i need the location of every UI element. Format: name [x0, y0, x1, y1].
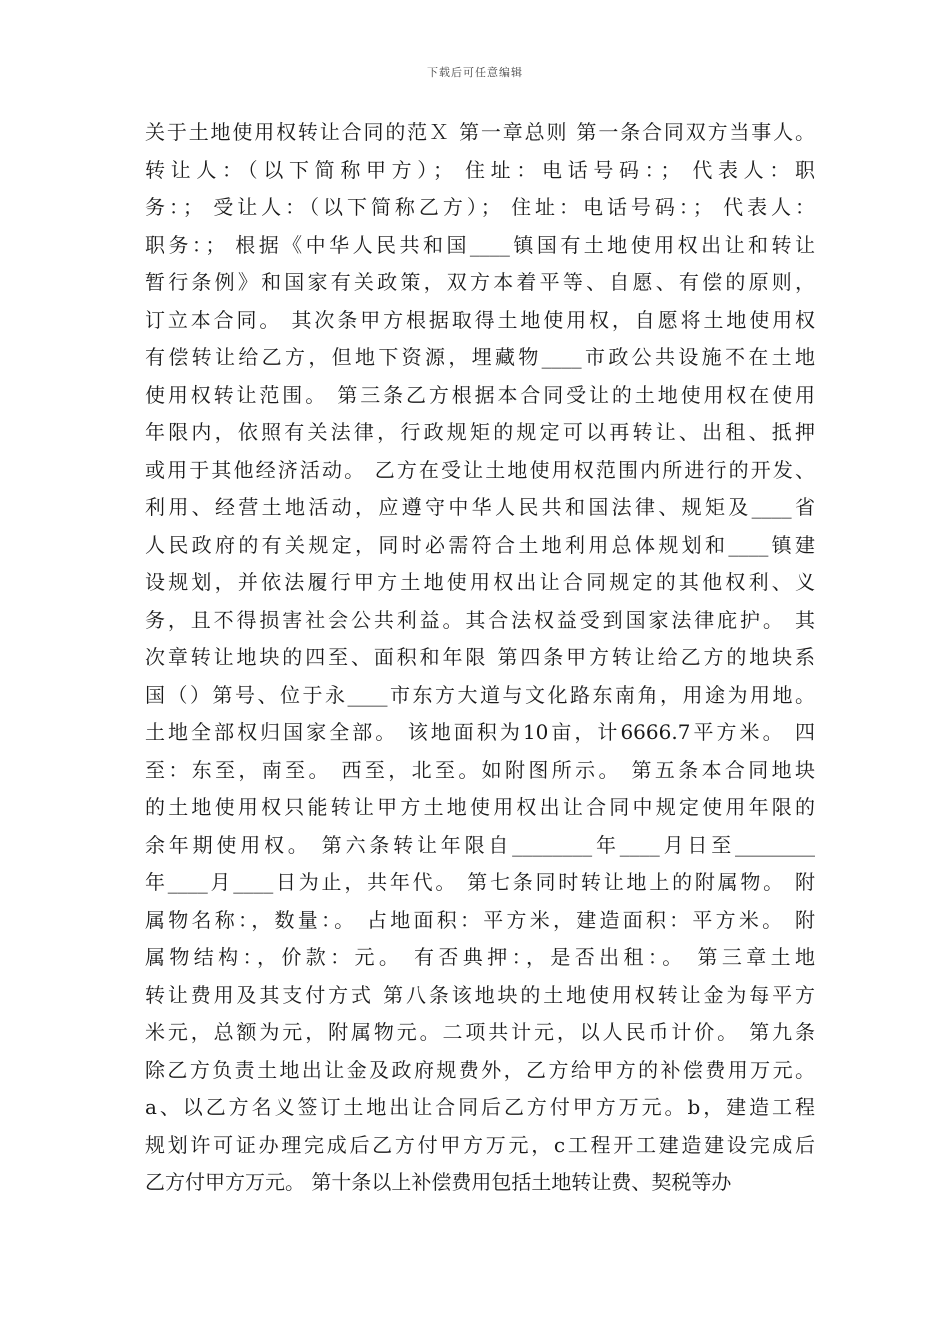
text-line: 属物名称：，数量：。 占地面积：平方米，建造面积：平方米。 附 [145, 907, 815, 932]
page-header: 下载后可任意编辑 [427, 66, 523, 79]
text-line: 有偿转让给乙方，但地下资源，埋藏物____市政公共设施不在土地 [145, 345, 815, 369]
text-line: a、以乙方名义签订土地出让合同后乙方付甲方万元。b，建造工程 [145, 1095, 815, 1119]
text-line: 规划许可证办理完成后乙方付甲方万元，c工程开工建造建设完成后 [145, 1132, 815, 1157]
text-line: 设规划，并依法履行甲方土地使用权出让合同规定的其他权利、义 [145, 570, 815, 594]
text-line: 余年期使用权。 第六条转让年限自________年____月日至________ [145, 832, 815, 857]
text-line: 的土地使用权只能转让甲方土地使用权出让合同中规定使用年限的 [145, 795, 815, 819]
text-line: 转让人：（以下简称甲方）； 住址：电话号码：； 代表人：职 [145, 157, 815, 182]
text-line: 年____月____日为止，共年代。 第七条同时转让地上的附属物。 附 [145, 870, 815, 894]
contract-body [145, 114, 815, 1202]
text-line: 利用、经营土地活动，应遵守中华人民共和国法律、规矩及____省 [145, 495, 815, 519]
text-line: 土地全部权归国家全部。 该地面积为10亩，计6666.7平方米。 四 [145, 720, 815, 744]
text-line: 暂行条例》和国家有关政策，双方本着平等、自愿、有偿的原则， [145, 270, 815, 294]
text-line: 国（）第号、位于永____市东方大道与文化路东南角，用途为用地。 [145, 682, 815, 707]
text-line: 或用于其他经济活动。 乙方在受让土地使用权范围内所进行的开发、 [145, 457, 815, 482]
text-line: 米元，总额为元，附属物元。二项共计元，以人民币计价。 第九条 [145, 1020, 815, 1044]
text-line: 职务：； 根据《中华人民共和国____镇国有土地使用权出让和转让 [145, 232, 815, 257]
text-line: 关于土地使用权转让合同的范Ｘ 第一章总则 第一条合同双方当事人。 [145, 120, 815, 144]
text-line: 订立本合同。 其次条甲方根据取得土地使用权，自愿将土地使用权 [145, 307, 815, 332]
text-line: 乙方付甲方万元。 第十条以上补偿费用包括土地转让费、契税等办 [145, 1170, 732, 1194]
text-line: 至：东至，南至。 西至，北至。如附图所示。 第五条本合同地块 [145, 757, 815, 782]
text-line: 次章转让地块的四至、面积和年限 第四条甲方转让给乙方的地块系 [145, 645, 815, 669]
text-line: 属物结构：，价款：元。 有否典押：，是否出租：。 第三章土地 [145, 945, 815, 969]
text-line: 使用权转让范围。 第三条乙方根据本合同受让的土地使用权在使用 [145, 382, 815, 407]
text-line: 除乙方负责土地出让金及政府规费外，乙方给甲方的补偿费用万元。 [145, 1057, 815, 1082]
text-line: 人民政府的有关规定，同时必需符合土地利用总体规划和____镇建 [145, 532, 815, 557]
text-line: 年限内，依照有关法律，行政规矩的规定可以再转让、出租、抵押 [145, 420, 815, 444]
text-line: 务：； 受让人：（以下简称乙方）； 住址：电话号码：； 代表人： [145, 195, 815, 219]
text-line: 转让费用及其支付方式 第八条该地块的土地使用权转让金为每平方 [145, 982, 815, 1007]
text-line: 务，且不得损害社会公共利益。其合法权益受到国家法律庇护。 其 [145, 607, 815, 632]
